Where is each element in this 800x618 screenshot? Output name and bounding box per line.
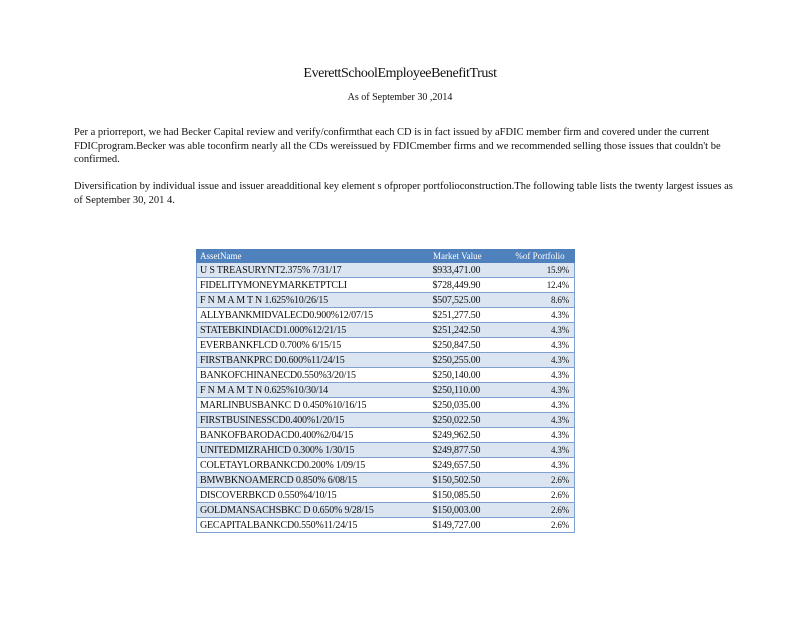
header-asset-name: AssetName bbox=[197, 250, 430, 263]
holdings-table bbox=[196, 249, 575, 533]
table-row bbox=[197, 413, 575, 428]
asset-name-cell: ALLYBANKMIDVALECD0.900%12/07/15 bbox=[197, 308, 430, 323]
market-value-cell: $507,525.00 bbox=[430, 293, 506, 308]
market-value-cell: $150,502.50 bbox=[430, 473, 506, 488]
paragraph-verification: Per a priorreport, we had Becker Capital review and verify/confirmthat each CD is in fact issued by aFDIC member firm and covered under the current FDICprogram.Becker was able toconfirm nearly all the CDs wereissued by FDICmember firms and we recommended selling those issues that couldn't be confirmed. bbox=[74, 127, 721, 165]
header-market-value: Market Value bbox=[430, 250, 506, 263]
percent-cell: 15.9% bbox=[506, 263, 575, 278]
market-value-cell: $251,277.50 bbox=[430, 308, 506, 323]
market-value-cell: $249,962.50 bbox=[430, 428, 506, 443]
table-row bbox=[197, 308, 575, 323]
table-row bbox=[197, 368, 575, 383]
asset-name-cell: DISCOVERBKCD 0.550%4/10/15 bbox=[197, 488, 430, 503]
percent-cell: 12.4% bbox=[506, 278, 575, 293]
table-row bbox=[197, 398, 575, 413]
asset-name-cell: COLETAYLORBANKCD0.200% 1/09/15 bbox=[197, 458, 430, 473]
holdings-body bbox=[197, 263, 575, 533]
percent-cell: 4.3% bbox=[506, 428, 575, 443]
market-value-cell: $250,140.00 bbox=[430, 368, 506, 383]
market-value-cell: $150,003.00 bbox=[430, 503, 506, 518]
market-value-cell: $933,471.00 bbox=[430, 263, 506, 278]
table-row bbox=[197, 383, 575, 398]
market-value-cell: $249,877.50 bbox=[430, 443, 506, 458]
table-row bbox=[197, 278, 575, 293]
report-date: As of September 30 ,2014 bbox=[347, 92, 453, 103]
asset-name-cell: GOLDMANSACHSBKC D 0.650% 9/28/15 bbox=[197, 503, 430, 518]
header-percent-portfolio: %of Portfolio bbox=[506, 250, 575, 263]
asset-name-cell: BMWBKNOAMERCD 0.850% 6/08/15 bbox=[197, 473, 430, 488]
table-row bbox=[197, 353, 575, 368]
percent-cell: 4.3% bbox=[506, 383, 575, 398]
market-value-cell: $250,110.00 bbox=[430, 383, 506, 398]
paragraph-diversification: Diversification by individual issue and issuer areadditional key element s ofproper portfolioconstruction.The following table lists the twenty largest issues as of September 30, 201 4. bbox=[74, 181, 733, 206]
table-row bbox=[197, 488, 575, 503]
percent-cell: 4.3% bbox=[506, 443, 575, 458]
percent-cell: 4.3% bbox=[506, 323, 575, 338]
table-row bbox=[197, 473, 575, 488]
percent-cell: 4.3% bbox=[506, 338, 575, 353]
market-value-cell: $250,847.50 bbox=[430, 338, 506, 353]
table-row bbox=[197, 263, 575, 278]
report-title: EverettSchoolEmployeeBenefitTrust bbox=[303, 66, 497, 81]
table-header-row bbox=[197, 250, 575, 263]
percent-cell: 2.6% bbox=[506, 503, 575, 518]
percent-cell: 2.6% bbox=[506, 473, 575, 488]
market-value-cell: $249,657.50 bbox=[430, 458, 506, 473]
percent-cell: 4.3% bbox=[506, 368, 575, 383]
percent-cell: 4.3% bbox=[506, 398, 575, 413]
market-value-cell: $250,035.00 bbox=[430, 398, 506, 413]
table-row bbox=[197, 338, 575, 353]
table-row bbox=[197, 323, 575, 338]
market-value-cell: $251,242.50 bbox=[430, 323, 506, 338]
percent-cell: 4.3% bbox=[506, 353, 575, 368]
table-row bbox=[197, 503, 575, 518]
table-row bbox=[197, 443, 575, 458]
table-row bbox=[197, 518, 575, 533]
percent-cell: 2.6% bbox=[506, 488, 575, 503]
table-row bbox=[197, 293, 575, 308]
asset-name-cell: BANKOFCHINANECD0.550%3/20/15 bbox=[197, 368, 430, 383]
percent-cell: 2.6% bbox=[506, 518, 575, 533]
market-value-cell: $149,727.00 bbox=[430, 518, 506, 533]
market-value-cell: $150,085.50 bbox=[430, 488, 506, 503]
asset-name-cell: UNITEDMIZRAHICD 0.300% 1/30/15 bbox=[197, 443, 430, 458]
asset-name-cell: FIRSTBUSINESSCD0.400%1/20/15 bbox=[197, 413, 430, 428]
asset-name-cell: FIDELITYMONEYMARKETPTCLI bbox=[197, 278, 430, 293]
asset-name-cell: U S TREASURYNT2.375% 7/31/17 bbox=[197, 263, 430, 278]
asset-name-cell: STATEBKINDIACD1.000%12/21/15 bbox=[197, 323, 430, 338]
asset-name-cell: FIRSTBANKPRC D0.600%11/24/15 bbox=[197, 353, 430, 368]
asset-name-cell: EVERBANKFLCD 0.700% 6/15/15 bbox=[197, 338, 430, 353]
market-value-cell: $250,022.50 bbox=[430, 413, 506, 428]
market-value-cell: $250,255.00 bbox=[430, 353, 506, 368]
percent-cell: 4.3% bbox=[506, 308, 575, 323]
percent-cell: 4.3% bbox=[506, 413, 575, 428]
asset-name-cell: F N M A M T N 0.625%10/30/14 bbox=[197, 383, 430, 398]
asset-name-cell: BANKOFBARODACD0.400%2/04/15 bbox=[197, 428, 430, 443]
percent-cell: 4.3% bbox=[506, 458, 575, 473]
market-value-cell: $728,449.90 bbox=[430, 278, 506, 293]
asset-name-cell: F N M A M T N 1.625%10/26/15 bbox=[197, 293, 430, 308]
table-row bbox=[197, 458, 575, 473]
percent-cell: 8.6% bbox=[506, 293, 575, 308]
asset-name-cell: MARLINBUSBANKC D 0.450%10/16/15 bbox=[197, 398, 430, 413]
table-row bbox=[197, 428, 575, 443]
asset-name-cell: GECAPITALBANKCD0.550%11/24/15 bbox=[197, 518, 430, 533]
